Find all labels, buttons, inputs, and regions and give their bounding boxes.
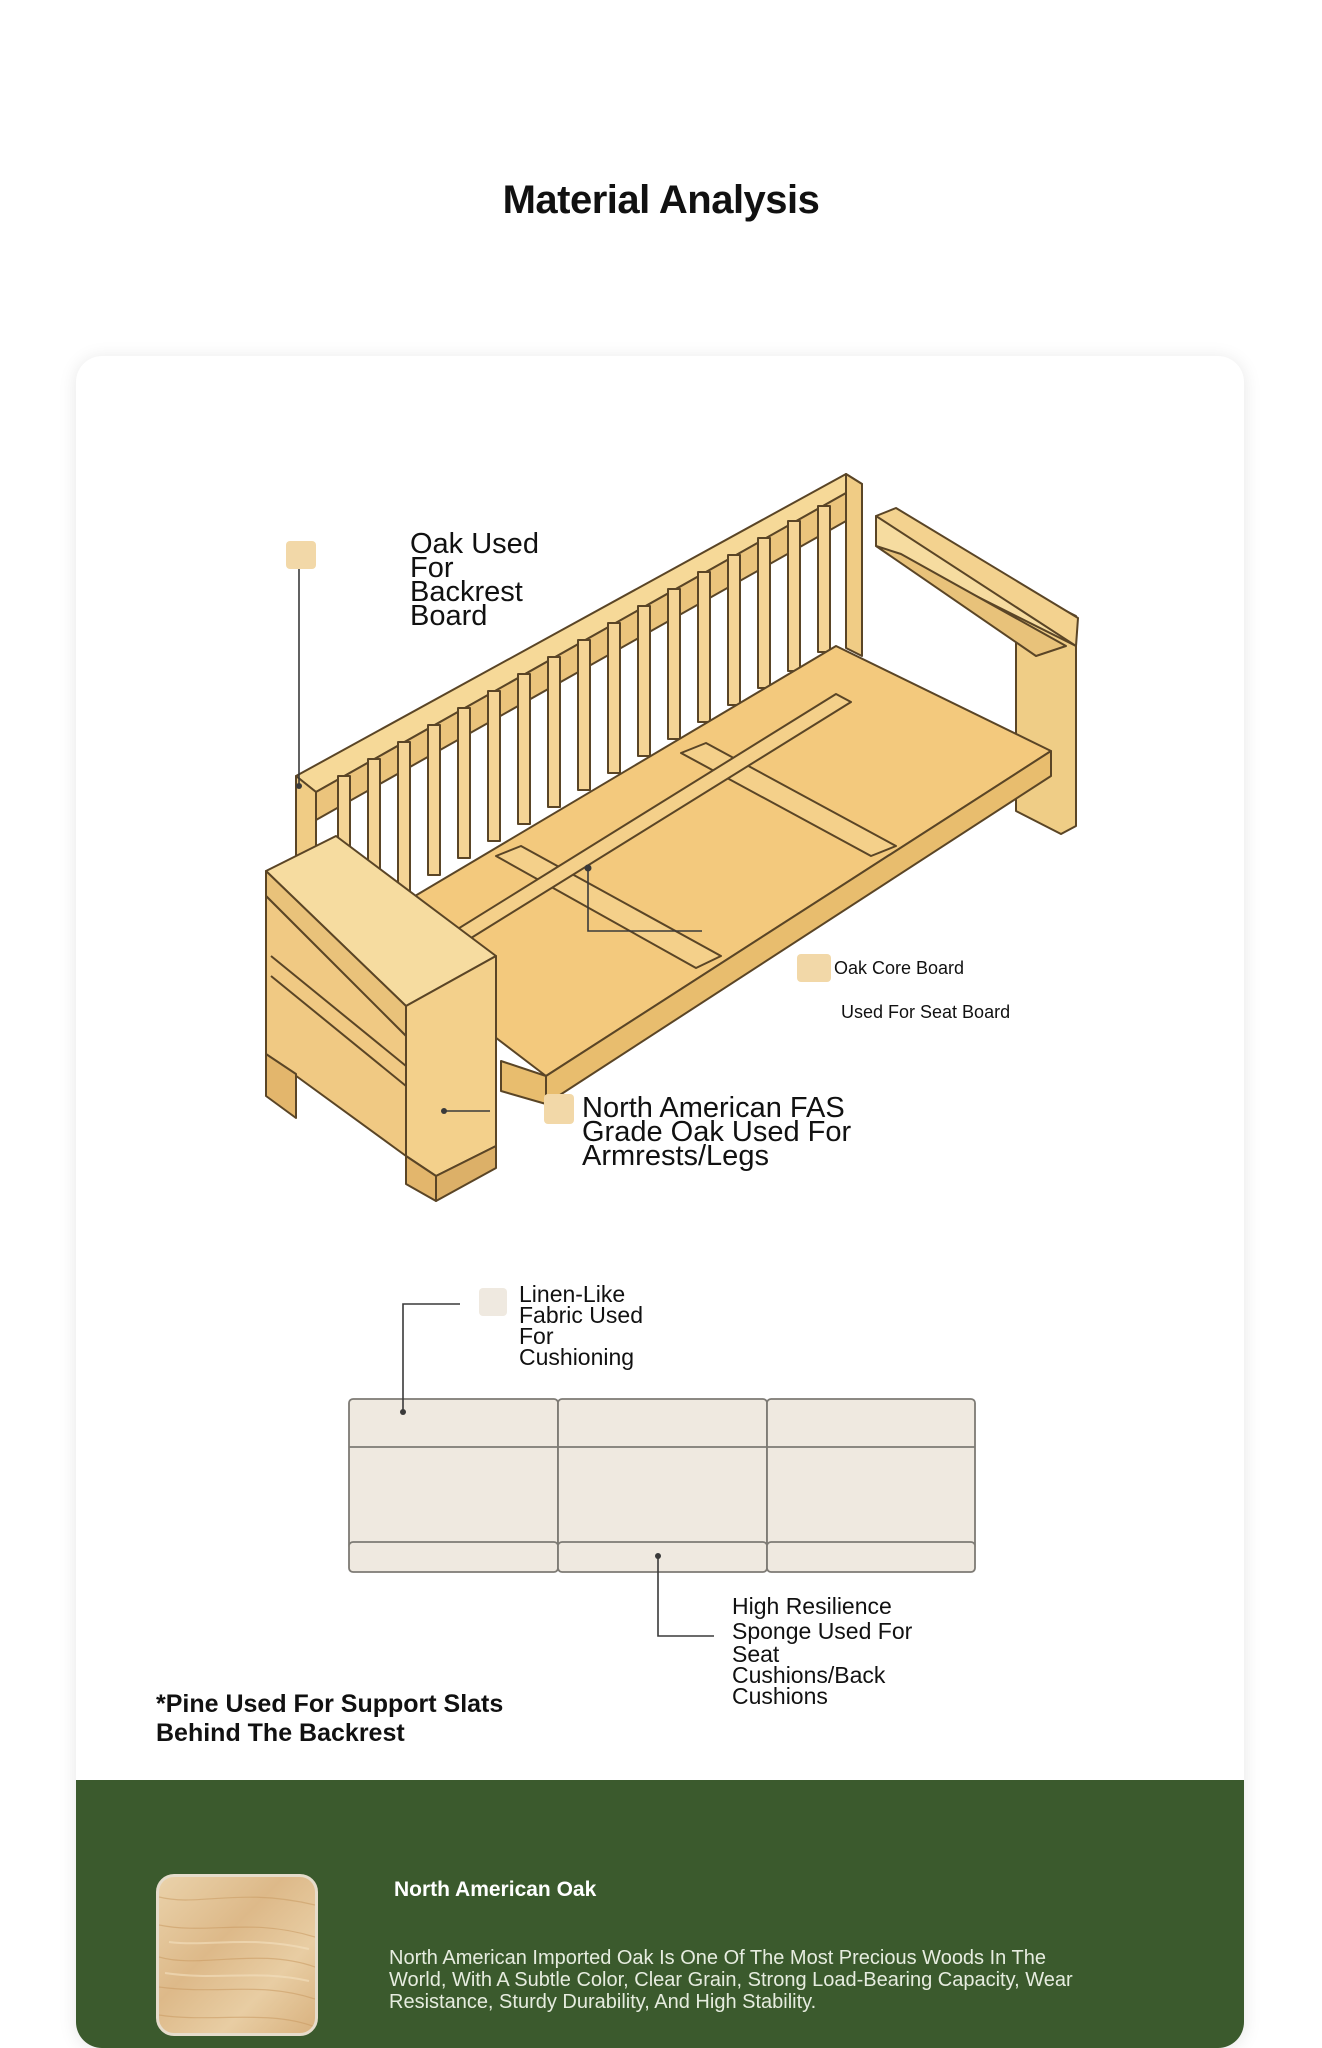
seat-label-line2: Used For Seat Board bbox=[841, 1002, 1011, 1022]
material-title: North American Oak bbox=[394, 1878, 597, 1901]
material-description: North American Imported Oak Is One Of The Most Precious Woods In The World, With A Subtle Color, Clear Grain, Strong Load-Bearing Capacity, Wear Resistance, Sturdy Durability, And High Stability. bbox=[389, 1947, 1073, 2013]
cushion-illustration bbox=[76, 356, 1244, 1709]
fabric-label: Linen-Like Fabric Used For Cushioning bbox=[519, 1281, 643, 1370]
seat-label-line1: Oak Core Board bbox=[834, 958, 965, 978]
material-card bbox=[76, 356, 1244, 2048]
armrest-label: North American FAS Grade Oak Used For Armrests/Legs bbox=[582, 1092, 852, 1172]
backrest-label: Oak Used For Backrest Board bbox=[410, 528, 539, 632]
page-title: Material Analysis bbox=[502, 178, 820, 222]
sponge-label: High Resilience Sponge Used For Seat Cushions/Back Cushions bbox=[732, 1593, 913, 1709]
pine-note: *Pine Used For Support Slats Behind The Backrest bbox=[156, 1690, 504, 1747]
wood-grain-pattern bbox=[159, 1877, 315, 2033]
fabric-swatch bbox=[479, 1288, 507, 1316]
oak-wood-sample-image bbox=[156, 1874, 318, 2036]
